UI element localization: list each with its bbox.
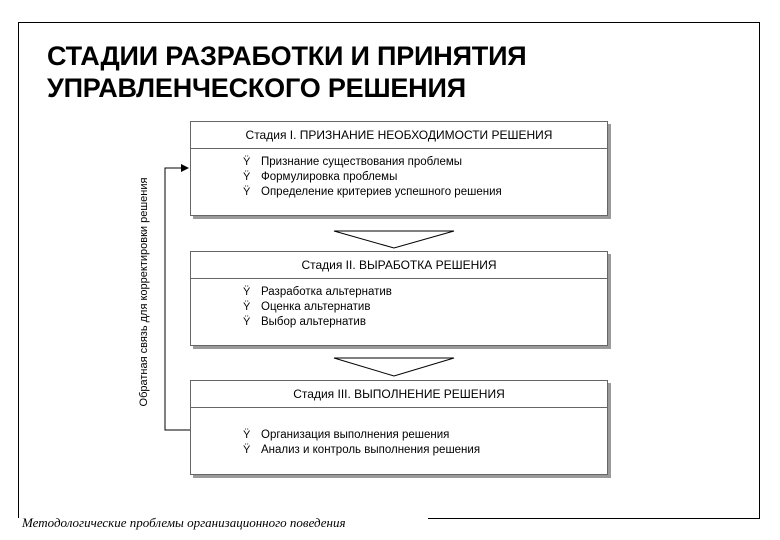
feedback-arrowhead [181,164,189,172]
bullet-icon: Ÿ [243,186,251,198]
title-line-1: СТАДИИ РАЗРАБОТКИ И ПРИНЯТИЯ [47,41,527,71]
stage-3-items [191,408,607,458]
bullet-icon: Ÿ [243,444,251,456]
list-item: Ÿ Анализ и контроль выполнения решения [243,444,481,456]
list-item: Ÿ Разработка альтернатив [243,286,392,298]
list-item: Ÿ Признание существования проблемы [243,156,463,168]
bullet-icon: Ÿ [243,316,251,328]
title-line-2: УПРАВЛЕНЧЕСКОГО РЕШЕНИЯ [47,73,466,103]
bullet-icon: Ÿ [243,156,251,168]
stage-3-header: Стадия III. ВЫПОЛНЕНИЕ РЕШЕНИЯ [191,381,607,408]
feedback-loop-line [165,168,190,430]
bullet-icon: Ÿ [243,286,251,298]
stage-1-header: Стадия I. ПРИЗНАНИЕ НЕОБХОДИМОСТИ РЕШЕНИЯ [191,122,607,149]
footer-caption: Методологические проблемы организационного поведения [22,515,346,530]
stage-2-box [190,251,608,346]
stage-2-header: Стадия II. ВЫРАБОТКА РЕШЕНИЯ [191,252,607,279]
stage-1-box [190,121,608,216]
down-arrow-1 [334,231,454,248]
stage-3-box [190,380,608,475]
bullet-icon: Ÿ [243,429,251,441]
list-item: Ÿ Организация выполнения решения [243,429,450,441]
bullet-icon: Ÿ [243,171,251,183]
feedback-label: Обратная связь для корректировки решения [138,177,150,407]
list-item: Ÿ Формулировка проблемы [243,171,398,183]
bullet-icon: Ÿ [243,301,251,313]
list-item: Ÿ Оценка альтернатив [243,301,371,313]
down-arrow-2 [334,358,454,376]
list-item: Ÿ Определение критериев успешного решения [243,186,502,198]
stage-1-items [191,149,607,200]
list-item: Ÿ Выбор альтернатив [243,316,366,328]
stage-2-items [191,279,607,330]
